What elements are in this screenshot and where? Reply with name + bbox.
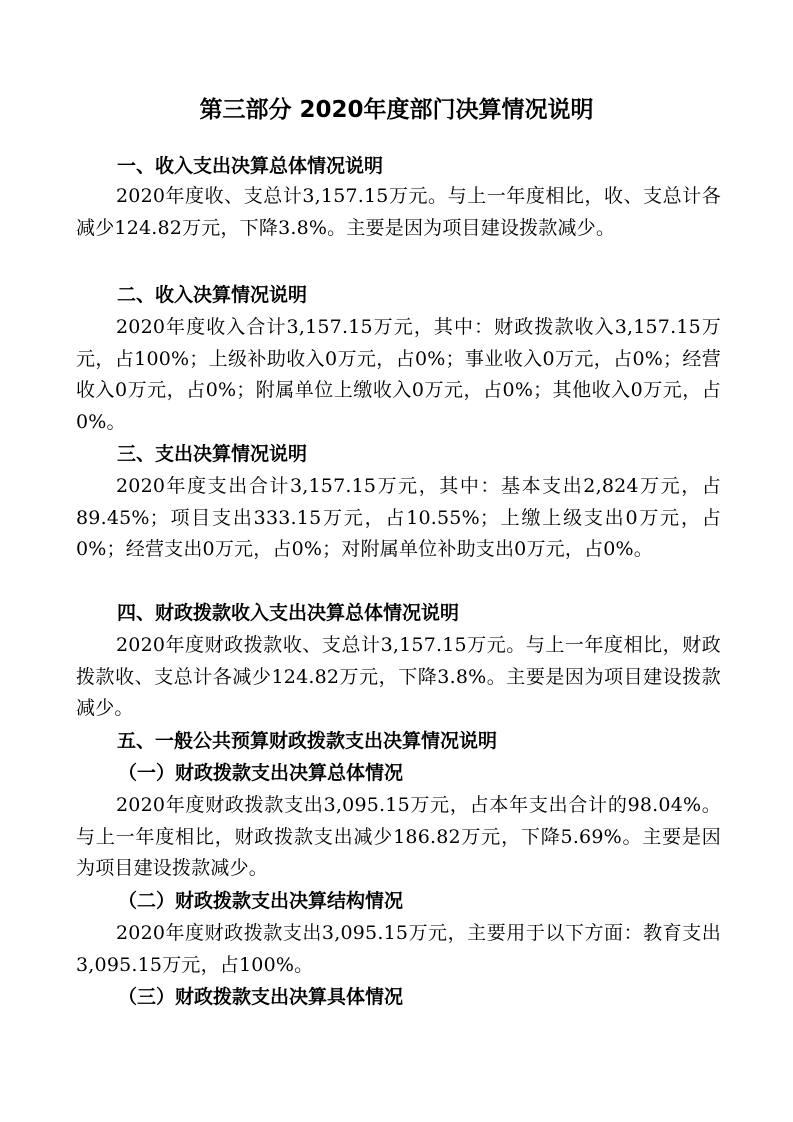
section-4-heading: 四、财政拨款收入支出决算总体情况说明 (117, 602, 460, 624)
subsection-2-heading: （二）财政拨款支出决算结构情况 (118, 890, 404, 912)
subsection-3-heading: （三）财政拨款支出决算具体情况 (118, 986, 404, 1008)
section-5-heading: 五、一般公共预算财政拨款支出决算情况说明 (117, 730, 498, 752)
section-1-heading: 一、收入支出决算总体情况说明 (117, 155, 384, 177)
subsection-1-heading: （一）财政拨款支出决算总体情况 (118, 762, 404, 784)
section-2-paragraph: 2020年度收入合计3,157.15万元，其中：财政拨款收入3,157.15万元，占100%；上级补助收入0万元，占0%；事业收入0万元，占0%；经营收入0万元，占0%；附属单位上缴收入0万元，占0%；其他收入0万元，占0%。 (76, 316, 721, 433)
section-1-paragraph: 2020年度收、支总计3,157.15万元。与上一年度相比，收、支总计各减少124.82万元，下降3.8%。主要是因为项目建设拨款减少。 (76, 185, 721, 239)
section-3-heading: 三、支出决算情况说明 (117, 443, 308, 465)
subsection-1-paragraph: 2020年度财政拨款支出3,095.15万元，占本年支出合计的98.04%。与上一年度相比，财政拨款支出减少186.82万元，下降5.69%。主要是因为项目建设拨款减少。 (76, 794, 721, 879)
section-4-paragraph: 2020年度财政拨款收、支总计3,157.15万元。与上一年度相比，财政拨款收、支总计各减少124.82万元，下降3.8%。主要是因为项目建设拨款减少。 (76, 634, 721, 719)
section-2-heading: 二、收入决算情况说明 (117, 284, 308, 306)
section-3-paragraph: 2020年度支出合计3,157.15万元，其中：基本支出2,824万元，占89.45%；项目支出333.15万元，占10.55%；上缴上级支出0万元，占0%；经营支出0万元，占0%；对附属单位补助支出0万元，占0%。 (76, 475, 721, 560)
document-title: 第三部分 2020年度部门决算情况说明 (199, 97, 594, 123)
subsection-2-paragraph: 2020年度财政拨款支出3,095.15万元，主要用于以下方面：教育支出3,095.15万元，占100%。 (76, 922, 721, 976)
